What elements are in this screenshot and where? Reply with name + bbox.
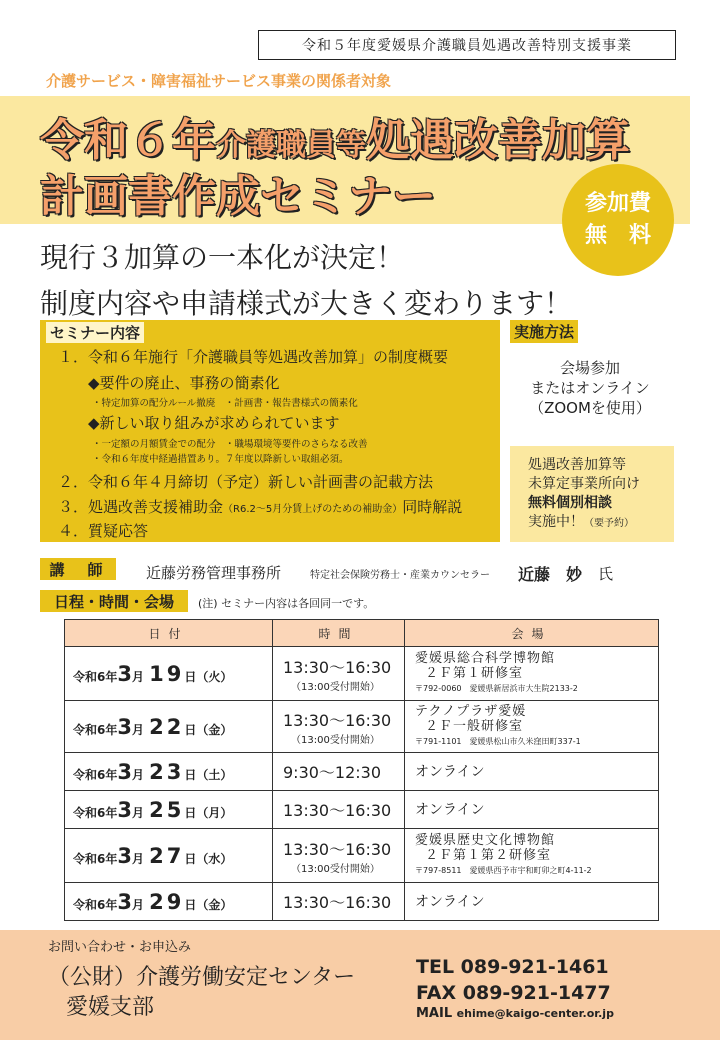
date-era: 令和6年	[73, 767, 118, 782]
date-weekday: （水）	[196, 851, 233, 866]
venue-cell	[405, 791, 659, 829]
fee-label: 参加費	[584, 191, 651, 216]
venue-name: テクノプラザ愛媛	[415, 704, 527, 719]
contact-branch: 愛媛支部	[66, 995, 155, 1020]
lecturer-heading: 講 師	[40, 558, 116, 580]
date-month-unit: 月	[131, 851, 144, 866]
date-era: 令和6年	[73, 897, 118, 912]
date-month: 3	[117, 714, 132, 739]
header-date: 日付	[65, 620, 273, 647]
venue-cell	[405, 753, 659, 791]
date-month-unit: 月	[131, 669, 144, 684]
date-day-unit: 日	[184, 669, 197, 684]
date-month-unit: 月	[131, 767, 144, 782]
content-note-1: ・特定加算の配分ルール撤廃 ・計画書・報告書様式の簡素化	[92, 398, 358, 409]
date-month: 3	[117, 661, 132, 686]
venue-online: オンライン	[415, 802, 485, 818]
content-sub-1: ◆要件の廃止、事務の簡素化	[88, 374, 280, 392]
date-weekday: （月）	[196, 805, 233, 820]
schedule-row	[65, 753, 659, 791]
time-range: 9:30～12:30	[283, 763, 382, 782]
title-year: 令和６年	[40, 115, 216, 166]
fee-badge	[562, 164, 674, 276]
schedule-row	[65, 701, 659, 753]
consult-line-2: 未算定事業所向け	[528, 476, 640, 492]
content-item-3-end: 同時解説	[402, 498, 463, 516]
content-item-1: １．令和６年施行「介護職員等処遇改善加算」の制度概要	[58, 348, 449, 366]
project-name-box	[258, 30, 676, 60]
date-day-unit: 日	[184, 722, 197, 737]
venue-online: オンライン	[415, 894, 485, 910]
venue-cell	[405, 701, 659, 753]
date-day: 22	[149, 714, 185, 739]
date-day: 25	[149, 797, 185, 822]
method-line-1: 会場参加	[559, 359, 620, 377]
time-cell	[273, 829, 405, 883]
venue-room: ２Ｆ一般研修室	[425, 719, 524, 734]
contact-mail	[416, 1006, 614, 1021]
date-day-unit: 日	[184, 805, 197, 820]
date-day-unit: 日	[184, 897, 197, 912]
time-range: 13:30～16:30	[283, 657, 392, 677]
venue-online: オンライン	[415, 764, 485, 780]
date-day-unit: 日	[184, 767, 197, 782]
venue-address: 〒792-0060 愛媛県新居浜市大生院2133-2	[415, 684, 578, 693]
date-era: 令和6年	[73, 805, 118, 820]
venue-room: ２Ｆ第１第２研修室	[425, 848, 552, 863]
date-month-unit: 月	[131, 722, 144, 737]
schedule-header-row	[65, 620, 659, 647]
lecturer-office: 近藤労務管理事務所	[146, 564, 282, 582]
lecturer-honorific: 氏	[598, 565, 614, 583]
title-addition: 処遇改善加算	[366, 115, 630, 166]
date-day: 29	[149, 889, 185, 914]
content-item-2: ２．令和６年４月締切（予定）新しい計画書の記載方法	[58, 473, 434, 491]
time-range: 13:30～16:30	[283, 710, 392, 730]
lead-line-2: 制度内容や申請様式が大きく変わります！	[40, 287, 573, 320]
date-month-unit: 月	[131, 897, 144, 912]
header-time: 時間	[273, 620, 405, 647]
content-note-3: ・令和６年度中経過措置あり。７年度以降新しい取組必須。	[92, 454, 349, 465]
time-note: （13:00受付開始）	[291, 734, 380, 746]
contact-org: （公財）介護労働安定センター	[48, 965, 356, 990]
date-cell	[65, 701, 273, 753]
venue-cell	[405, 883, 659, 921]
date-cell	[65, 829, 273, 883]
schedule-row	[65, 829, 659, 883]
project-name: 令和５年度愛媛県介護職員処遇改善特別支援事業	[302, 38, 632, 54]
time-cell	[273, 753, 405, 791]
date-day-unit: 日	[184, 851, 197, 866]
contact-fax: FAX 089-921-1477	[416, 982, 611, 1004]
consult-note: （要予約）	[584, 518, 634, 529]
venue-address: 〒797-8511 愛媛県西予市宇和町卯之町4-11-2	[415, 866, 592, 875]
content-item-3-main: ３．処遇改善支援補助金	[58, 498, 224, 516]
time-cell	[273, 883, 405, 921]
time-cell	[273, 647, 405, 701]
method-text	[510, 358, 670, 418]
date-day: 23	[149, 759, 185, 784]
title-staff: 介護職員等	[216, 128, 366, 163]
consultation-box	[510, 446, 674, 542]
title-line-1	[40, 104, 630, 168]
time-range: 13:30～16:30	[283, 893, 392, 912]
time-note: （13:00受付開始）	[291, 681, 380, 693]
venue-name: 愛媛県歴史文化博物館	[415, 833, 556, 848]
venue-cell	[405, 647, 659, 701]
schedule-note: (注) セミナー内容は各回同一です。	[198, 597, 375, 610]
time-range: 13:30～16:30	[283, 839, 392, 859]
contact-tel: TEL 089-921-1461	[416, 956, 609, 978]
content-item-3-note: （R6.2～5月分賃上げのための補助金）	[223, 504, 403, 515]
date-month: 3	[117, 843, 132, 868]
target-audience: 介護サービス・障害福祉サービス事業の関係者対象	[46, 72, 392, 90]
date-cell	[65, 883, 273, 921]
method-heading: 実施方法	[510, 320, 578, 343]
content-heading: セミナー内容	[46, 322, 144, 343]
consult-line-4: 実施中！	[528, 514, 584, 530]
schedule-row	[65, 883, 659, 921]
date-month: 3	[117, 889, 132, 914]
date-month: 3	[117, 759, 132, 784]
date-era: 令和6年	[73, 851, 118, 866]
schedule-row	[65, 647, 659, 701]
consult-line-3: 無料個別相談	[528, 495, 612, 511]
mail-label: MAIL	[416, 1006, 453, 1021]
header-venue: 会場	[405, 620, 659, 647]
fee-value: 無 料	[584, 223, 651, 248]
schedule-heading: 日程・時間・会場	[40, 590, 188, 612]
consult-line-1: 処遇改善加算等	[528, 457, 626, 473]
time-range: 13:30～16:30	[283, 801, 392, 820]
date-era: 令和6年	[73, 669, 118, 684]
date-cell	[65, 753, 273, 791]
time-cell	[273, 701, 405, 753]
content-sub-2: ◆新しい取り組みが求められています	[88, 414, 340, 432]
contact-label: お問い合わせ・お申込み	[48, 940, 192, 955]
date-weekday: （金）	[196, 722, 233, 737]
lecturer-name: 近藤 妙	[518, 565, 583, 584]
method-line-3: （ZOOMを使用）	[529, 399, 651, 417]
date-month-unit: 月	[131, 805, 144, 820]
date-era: 令和6年	[73, 722, 118, 737]
date-cell	[65, 647, 273, 701]
date-weekday: （土）	[196, 767, 233, 782]
date-weekday: （金）	[196, 897, 233, 912]
mail-address: ehime@kaigo-center.or.jp	[456, 1007, 614, 1020]
lead-line-1: 現行３加算の一本化が決定！	[40, 241, 405, 274]
schedule-row	[65, 791, 659, 829]
time-cell	[273, 791, 405, 829]
date-day: 27	[149, 843, 185, 868]
venue-address: 〒791-1101 愛媛県松山市久米窪田町337-1	[415, 737, 581, 746]
content-note-2: ・一定額の月額賃金での配分 ・職場環境等要件のさらなる改善	[92, 439, 368, 450]
date-day: 19	[149, 661, 185, 686]
date-weekday: （火）	[196, 669, 233, 684]
content-item-3	[58, 496, 462, 517]
lecturer-title: 特定社会保険労務士・産業カウンセラー	[310, 570, 490, 581]
venue-name: 愛媛県総合科学博物館	[415, 651, 556, 666]
method-line-2: またはオンライン	[530, 379, 650, 397]
date-cell	[65, 791, 273, 829]
venue-room: ２Ｆ第１研修室	[425, 666, 524, 681]
time-note: （13:00受付開始）	[291, 863, 380, 875]
content-item-4: ４．質疑応答	[58, 522, 149, 540]
title-line-2: 計画書作成セミナー	[40, 171, 436, 222]
date-month: 3	[117, 797, 132, 822]
venue-cell	[405, 829, 659, 883]
schedule-table	[64, 619, 659, 921]
